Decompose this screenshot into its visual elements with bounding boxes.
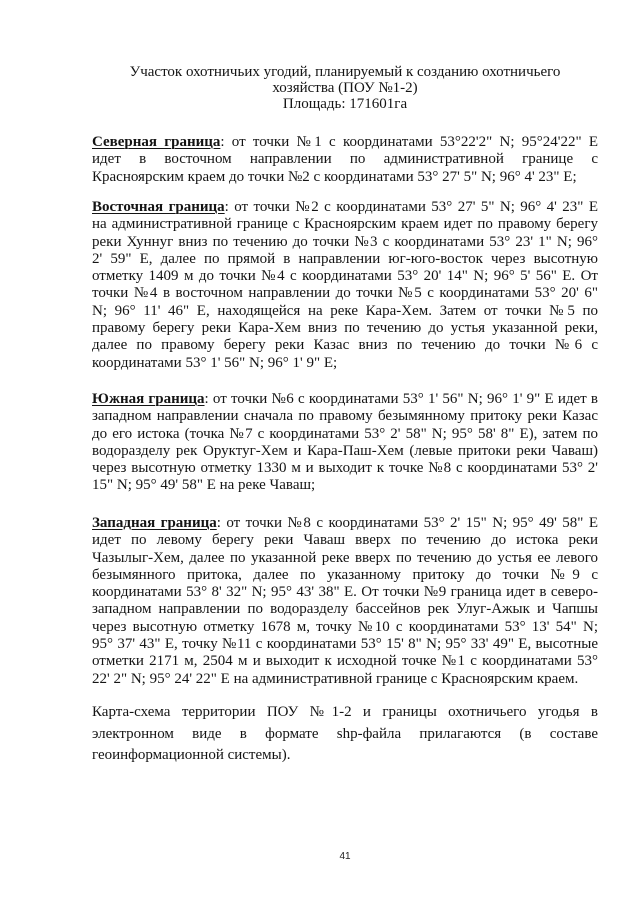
- text-line: 95° 37' 43" E, точку №11 с координатами 53° 15' 8" N; 95° 33' 49" E, высотные: [92, 636, 598, 653]
- text-line: водоразделу рек Оруктуг-Хем и Кара-Паш-Хем (левые притоки реки Чаваш): [92, 442, 598, 459]
- text-line: отметки 2171 м, 2504 м и выходит к исходной точке №1 с координатами 53°: [92, 653, 598, 670]
- text-line: реки Хуннуг вниз по течению до точки №3 с координатами 53° 23' 1" N; 96°: [92, 233, 598, 250]
- text-line: [92, 515, 598, 532]
- text-line: через высотную отметку 1678 м, точку №10 с координатами 53° 13' 54" N;: [92, 618, 598, 635]
- text-line: электронном виде в формате shp-файла прилагаются (в составе: [92, 725, 598, 742]
- title-line: хозяйства (ПОУ №1-2): [272, 80, 418, 96]
- text-line: 2' 59" E, далее по прямой в направлении юг-юго-восток через высотную: [92, 250, 598, 267]
- south-boundary-heading: Южная граница: [92, 391, 205, 407]
- west-boundary-heading: Западная граница: [92, 515, 217, 531]
- north-boundary-section: [92, 134, 598, 186]
- title-line: Площадь: 171601га: [282, 96, 408, 112]
- line-text: : от точки №8 с координатами 53° 2' 15" N; 95° 49' 58" E: [216, 515, 598, 531]
- text-line: западном направлении сначала по правому безымянному притоку реки Казас: [92, 408, 598, 425]
- east-boundary-section: [92, 199, 598, 372]
- text-line: идет по левому берегу реки Чаваш вверх по течению до истока реки: [92, 532, 598, 549]
- text-line: [92, 391, 598, 408]
- north-boundary-heading: Северная граница: [92, 134, 221, 150]
- text-line: западном направлении по водоразделу бассейнов рек Улуг-Ажык и Чапшы: [92, 601, 598, 618]
- document-title: [92, 64, 598, 112]
- text-line: 22' 2" N; 95° 24' 22" E на административной границе с Красноярским краем.: [92, 670, 579, 687]
- text-line: идет в восточном направлении по административной границе с: [92, 151, 598, 168]
- text-line: [92, 134, 598, 151]
- page-number: 41: [339, 851, 351, 862]
- line-text: : от точки №6 с координатами 53° 1' 56" N; 96° 1' 9" E идет в: [204, 391, 598, 407]
- text-line: через высотную отметку 1330 м и выходит к точке №8 с координатами 53° 2': [92, 460, 598, 477]
- text-line: далее по правому берегу реки Казас вниз по течению до точки №6 с: [92, 337, 598, 354]
- text-line: Красноярским краем до точки №2 с координатами 53° 27' 5" N; 96° 4' 23" E;: [92, 168, 577, 185]
- text-line: на административной границе с Красноярским краем идет по правому берегу: [92, 216, 598, 233]
- text-line: точки №4 в восточном направлении до точки №5 с координатами 53° 20' 6": [92, 285, 598, 302]
- text-line: координатами 53° 1' 56" N; 96° 1' 9" E;: [92, 354, 338, 371]
- text-line: до его истока (точка №7 с координатами 53° 2' 58" N; 95° 58' 8" E), затем по: [92, 425, 598, 442]
- text-line: Карта-схема территории ПОУ №1-2 и границы охотничьего угодья в: [92, 704, 598, 720]
- text-line: Чазылыг-Хем, далее по указанной реке вверх по течению до устья ее левого: [92, 549, 598, 566]
- text-line: правому берегу реки Кара-Хем вниз по течению до устья указанной реки,: [92, 320, 598, 337]
- line-text: : от точки №1 с координатами 53°22'2" N; 95°24'22" E: [220, 134, 598, 150]
- text-line: безымянного притока, далее по указанному притоку до точки №9 с: [92, 566, 598, 583]
- title-line: Участок охотничьих угодий, планируемый к созданию охотничьего: [129, 64, 561, 80]
- closing-paragraph: [92, 702, 598, 767]
- south-boundary-section: [92, 391, 598, 495]
- text-line: отметку 1409 м до точки №4 с координатами 53° 20' 14" N; 96° 5' 56" E. От: [92, 268, 598, 285]
- text-line: [92, 199, 598, 216]
- text-line: координатами 53° 8' 32" N; 95° 43' 38" E. От точки №9 граница идет в северо-: [92, 584, 598, 601]
- text-line: N; 96° 11' 46" E, находящейся на реке Кара-Хем. Затем от точки №5 по: [92, 302, 598, 319]
- east-boundary-heading: Восточная граница: [92, 199, 225, 215]
- text-line: 15" N; 95° 49' 58" E на реке Чаваш;: [92, 477, 316, 494]
- text-line: геоинформационной системы).: [92, 747, 291, 763]
- line-text: : от точки №2 с координатами 53° 27' 5" N; 96° 4' 23" E: [224, 199, 598, 215]
- west-boundary-section: [92, 515, 598, 688]
